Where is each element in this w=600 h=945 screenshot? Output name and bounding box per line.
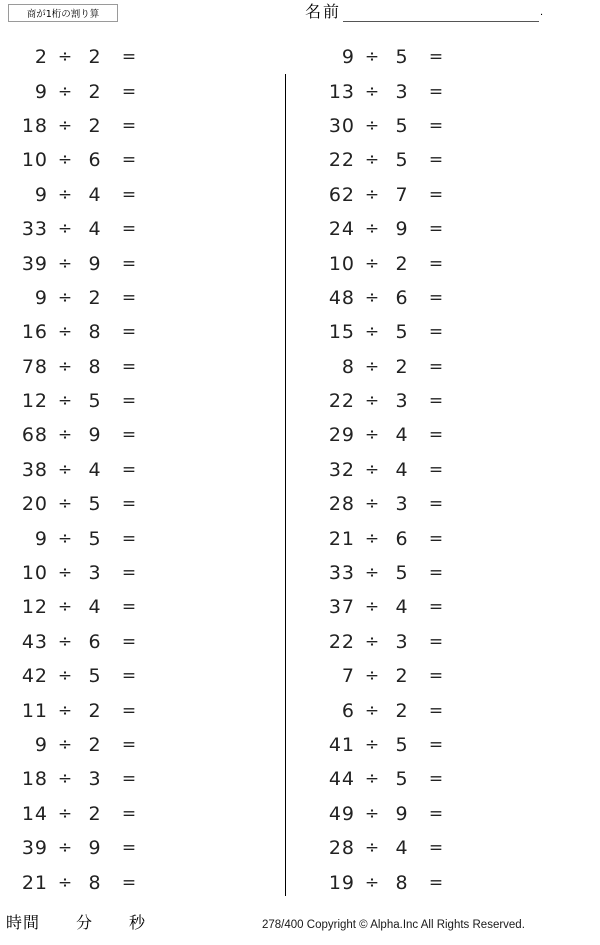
division-operator-icon: ÷ [57,700,73,721]
divisor: 5 [88,527,102,550]
dividend: 9 [34,286,48,309]
problem-row [0,178,285,212]
problem-row [0,40,285,74]
problem-list-right [285,34,600,900]
equals-sign: = [428,563,444,584]
problem-row [285,762,600,796]
dividend: 48 [328,286,355,309]
equals-sign: = [428,391,444,412]
dividend: 13 [328,80,355,103]
equals-sign: = [428,494,444,515]
problem-row [285,797,600,831]
division-operator-icon: ÷ [57,356,73,377]
page-title: 商が1桁の割り算 [26,9,100,20]
divisor: 9 [88,837,102,860]
equals-sign: = [121,425,137,446]
equals-sign: = [121,115,137,136]
equals-sign: = [428,425,444,446]
dividend: 41 [328,734,355,756]
equals-sign: = [428,115,444,136]
division-operator-icon: ÷ [57,838,73,859]
dividend: 9 [34,734,48,756]
problem-row [0,659,285,693]
dividend: 18 [21,114,48,137]
dividend: 12 [21,596,48,619]
name-input[interactable] [343,3,539,22]
division-operator-icon: ÷ [57,803,73,824]
problem-row [0,453,285,487]
equals-sign: = [121,287,137,308]
problem-row [0,762,285,796]
division-operator-icon: ÷ [57,494,73,515]
dividend: 39 [21,837,48,860]
divisor: 4 [88,218,102,241]
divisor: 2 [88,734,102,756]
dividend: 7 [341,665,355,688]
name-label: 名前 [305,2,342,21]
problem-row [285,487,600,521]
divisor: 6 [395,286,409,309]
dividend: 44 [328,768,355,791]
problem-row [285,246,600,280]
divisor: 6 [88,149,102,172]
equals-sign: = [428,253,444,274]
equals-sign: = [121,356,137,377]
divisor: 5 [88,665,102,688]
dividend: 9 [34,80,48,103]
division-operator-icon: ÷ [364,425,380,446]
division-operator-icon: ÷ [364,81,380,102]
dividend: 42 [21,665,48,688]
time-seconds-label: 秒 [129,913,147,932]
divisor: 8 [395,871,409,894]
problem-row [0,315,285,349]
divisor: 2 [88,699,102,722]
division-operator-icon: ÷ [57,666,73,687]
dividend: 10 [328,252,355,275]
dividend: 49 [328,802,355,825]
problem-row [285,590,600,624]
dividend: 33 [328,562,355,585]
dividend: 32 [328,458,355,481]
dividend: 2 [34,46,48,69]
problem-row [0,487,285,521]
divisor: 6 [88,630,102,653]
division-operator-icon: ÷ [57,47,73,68]
division-operator-icon: ÷ [364,459,380,480]
dividend: 68 [21,424,48,447]
division-operator-icon: ÷ [57,391,73,412]
divisor: 4 [395,837,409,860]
problem-row [285,315,600,349]
dividend: 19 [328,871,355,894]
equals-sign: = [428,459,444,480]
divisor: 8 [88,871,102,894]
worksheet-footer [0,903,600,945]
equals-sign: = [121,81,137,102]
division-operator-icon: ÷ [364,287,380,308]
division-operator-icon: ÷ [364,666,380,687]
dividend: 38 [21,458,48,481]
name-field-group [305,2,543,22]
division-operator-icon: ÷ [364,700,380,721]
division-operator-icon: ÷ [364,150,380,171]
equals-sign: = [121,803,137,824]
problem-row [0,350,285,384]
division-operator-icon: ÷ [57,563,73,584]
worksheet-header [0,0,600,34]
equals-sign: = [428,700,444,721]
division-operator-icon: ÷ [57,253,73,274]
division-operator-icon: ÷ [57,769,73,790]
divisor: 4 [395,596,409,619]
equals-sign: = [121,597,137,618]
problem-row [285,453,600,487]
equals-sign: = [121,150,137,171]
divisor: 2 [88,286,102,309]
problem-row [285,693,600,727]
dividend: 30 [328,114,355,137]
problem-row [285,143,600,177]
equals-sign: = [121,700,137,721]
equals-sign: = [428,597,444,618]
worksheet-title-box [8,4,118,22]
problem-row [285,728,600,762]
division-operator-icon: ÷ [364,219,380,240]
divisor: 5 [395,768,409,791]
equals-sign: = [428,769,444,790]
problem-row [285,109,600,143]
problem-column-right [285,34,600,900]
dividend: 6 [341,699,355,722]
division-operator-icon: ÷ [364,253,380,274]
division-operator-icon: ÷ [364,184,380,205]
divisor: 3 [395,630,409,653]
dividend: 39 [21,252,48,275]
division-operator-icon: ÷ [364,838,380,859]
equals-sign: = [428,219,444,240]
divisor: 4 [88,596,102,619]
division-operator-icon: ÷ [57,184,73,205]
division-operator-icon: ÷ [57,81,73,102]
problem-row [285,74,600,108]
dividend: 10 [21,562,48,585]
divisor: 4 [88,458,102,481]
dividend: 78 [21,355,48,378]
problem-row [0,831,285,865]
division-operator-icon: ÷ [57,287,73,308]
divisor: 5 [395,321,409,344]
problem-row [0,865,285,899]
equals-sign: = [428,47,444,68]
division-operator-icon: ÷ [364,803,380,824]
divisor: 3 [88,562,102,585]
time-minutes-label: 分 [76,913,94,932]
equals-sign: = [121,494,137,515]
equals-sign: = [428,631,444,652]
problem-row [0,384,285,418]
equals-sign: = [121,563,137,584]
dividend: 28 [328,837,355,860]
dividend: 22 [328,630,355,653]
dividend: 9 [34,183,48,206]
divisor: 4 [395,424,409,447]
equals-sign: = [428,872,444,893]
divisor: 5 [88,493,102,516]
time-hours-label: 時間 [6,913,41,932]
name-period: . [540,6,544,18]
problem-row [0,590,285,624]
equals-sign: = [428,150,444,171]
division-operator-icon: ÷ [57,150,73,171]
problem-row [285,281,600,315]
equals-sign: = [121,459,137,480]
equals-sign: = [121,666,137,687]
divisor: 5 [88,390,102,413]
dividend: 22 [328,149,355,172]
equals-sign: = [428,184,444,205]
dividend: 37 [328,596,355,619]
division-operator-icon: ÷ [57,631,73,652]
problem-columns [0,34,600,900]
division-operator-icon: ÷ [57,459,73,480]
equals-sign: = [121,528,137,549]
divisor: 3 [88,768,102,791]
divisor: 2 [395,665,409,688]
divisor: 8 [88,321,102,344]
dividend: 11 [21,699,48,722]
problem-row [0,281,285,315]
problem-row [285,521,600,555]
dividend: 62 [328,183,355,206]
dividend: 21 [21,871,48,894]
divisor: 2 [395,355,409,378]
dividend: 22 [328,390,355,413]
equals-sign: = [121,838,137,859]
problem-row [0,212,285,246]
division-operator-icon: ÷ [364,872,380,893]
equals-sign: = [428,528,444,549]
divisor: 6 [395,527,409,550]
equals-sign: = [121,631,137,652]
problem-row [0,418,285,452]
divisor: 5 [395,562,409,585]
dividend: 43 [21,630,48,653]
equals-sign: = [121,219,137,240]
problem-row [285,659,600,693]
division-operator-icon: ÷ [57,219,73,240]
equals-sign: = [428,356,444,377]
divisor: 2 [395,252,409,275]
divisor: 2 [88,114,102,137]
divisor: 2 [88,802,102,825]
equals-sign: = [428,322,444,343]
division-operator-icon: ÷ [364,47,380,68]
division-operator-icon: ÷ [57,872,73,893]
equals-sign: = [428,735,444,755]
problem-row [285,212,600,246]
equals-sign: = [428,666,444,687]
problem-row [0,625,285,659]
equals-sign: = [121,872,137,893]
dividend: 14 [21,802,48,825]
divisor: 3 [395,390,409,413]
division-operator-icon: ÷ [364,391,380,412]
divisor: 3 [395,80,409,103]
equals-sign: = [121,47,137,68]
division-operator-icon: ÷ [57,115,73,136]
dividend: 8 [341,355,355,378]
dividend: 24 [328,218,355,241]
dividend: 9 [34,527,48,550]
problem-row [285,556,600,590]
division-operator-icon: ÷ [364,356,380,377]
dividend: 29 [328,424,355,447]
problem-row [0,521,285,555]
time-record-row [6,910,146,933]
problem-row [285,178,600,212]
dividend: 21 [328,527,355,550]
division-operator-icon: ÷ [57,735,73,755]
dividend: 12 [21,390,48,413]
division-operator-icon: ÷ [364,735,380,755]
divisor: 2 [88,80,102,103]
problem-row [285,625,600,659]
copyright-text: 278/400 Copyright © Alpha.Inc All Rights Reserved. [262,919,525,931]
divisor: 9 [88,252,102,275]
problem-list-left [0,34,285,900]
dividend: 10 [21,149,48,172]
dividend: 20 [21,493,48,516]
problem-row [285,40,600,74]
divisor: 4 [88,183,102,206]
equals-sign: = [121,253,137,274]
problem-row [285,418,600,452]
dividend: 28 [328,493,355,516]
problem-row [0,109,285,143]
problem-row [0,246,285,280]
problem-row [0,74,285,108]
problem-row [0,143,285,177]
problem-row [285,865,600,899]
divisor: 3 [395,493,409,516]
division-operator-icon: ÷ [364,115,380,136]
equals-sign: = [428,81,444,102]
problem-row [0,556,285,590]
divisor: 5 [395,734,409,756]
divisor: 2 [395,699,409,722]
divisor: 9 [395,218,409,241]
equals-sign: = [428,803,444,824]
divisor: 9 [395,802,409,825]
equals-sign: = [121,184,137,205]
divisor: 8 [88,355,102,378]
equals-sign: = [121,391,137,412]
equals-sign: = [121,735,137,755]
problem-row [0,728,285,762]
division-operator-icon: ÷ [364,769,380,790]
equals-sign: = [428,287,444,308]
dividend: 16 [21,321,48,344]
dividend: 33 [21,218,48,241]
divisor: 2 [88,46,102,69]
divisor: 5 [395,114,409,137]
divisor: 4 [395,458,409,481]
problem-row [285,831,600,865]
equals-sign: = [428,838,444,859]
dividend: 9 [341,46,355,69]
problem-column-left [0,34,285,900]
dividend: 15 [328,321,355,344]
dividend: 18 [21,768,48,791]
division-operator-icon: ÷ [57,597,73,618]
division-operator-icon: ÷ [364,563,380,584]
division-operator-icon: ÷ [364,597,380,618]
division-operator-icon: ÷ [364,494,380,515]
division-operator-icon: ÷ [57,322,73,343]
division-operator-icon: ÷ [57,425,73,446]
division-operator-icon: ÷ [364,322,380,343]
divisor: 5 [395,149,409,172]
problem-row [0,693,285,727]
divisor: 5 [395,46,409,69]
equals-sign: = [121,769,137,790]
problem-row [285,350,600,384]
divisor: 9 [88,424,102,447]
problem-row [285,384,600,418]
division-operator-icon: ÷ [364,631,380,652]
equals-sign: = [121,322,137,343]
divisor: 7 [395,183,409,206]
problem-row [0,797,285,831]
division-operator-icon: ÷ [364,528,380,549]
division-operator-icon: ÷ [57,528,73,549]
